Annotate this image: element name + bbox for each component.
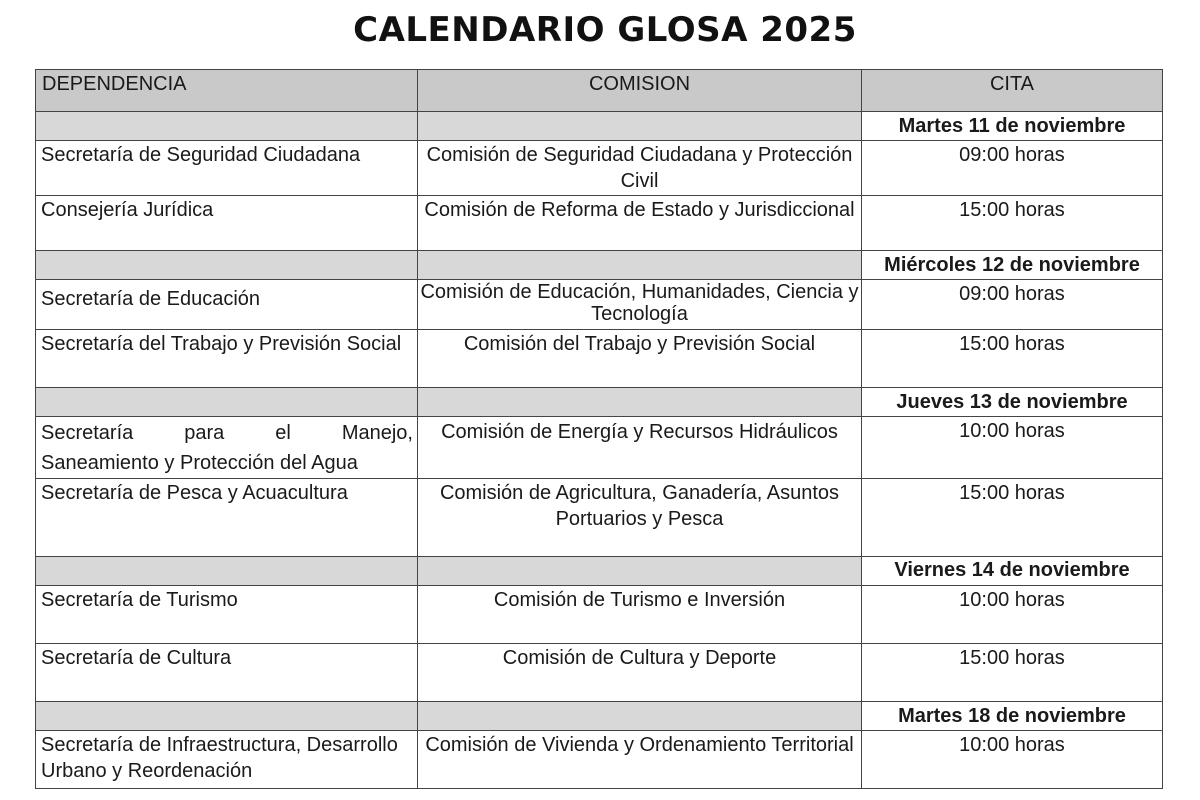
comision-cell: Comisión de Seguridad Ciudadana y Protección Civil: [418, 141, 862, 196]
date-row-spacer: [36, 557, 418, 586]
date-label: Martes 11 de noviembre: [862, 112, 1163, 141]
table-header-row: [36, 70, 1163, 112]
table-row: [36, 330, 1163, 388]
comision-cell: Comisión de Vivienda y Ordenamiento Territorial: [418, 731, 862, 789]
table-row: [36, 644, 1163, 702]
column-header-dependencia: DEPENDENCIA: [36, 70, 418, 112]
cita-cell: 15:00 horas: [862, 330, 1163, 388]
date-row-spacer: [418, 388, 862, 417]
cita-cell: 09:00 horas: [862, 280, 1163, 330]
date-row: [36, 112, 1163, 141]
schedule-table: [35, 69, 1163, 789]
dependencia-word: Manejo,: [341, 422, 413, 444]
cita-cell: 10:00 horas: [862, 731, 1163, 789]
comision-cell: Comisión de Reforma de Estado y Jurisdiccional: [418, 196, 862, 251]
dependencia-cell: Secretaría de Seguridad Ciudadana: [36, 141, 418, 196]
date-row-spacer: [418, 702, 862, 731]
date-row-spacer: [418, 251, 862, 280]
date-row-spacer: [36, 388, 418, 417]
comision-cell: Comisión de Agricultura, Ganadería, Asuntos Portuarios y Pesca: [418, 479, 862, 557]
date-row-spacer: [418, 112, 862, 141]
date-label: Miércoles 12 de noviembre: [862, 251, 1163, 280]
comision-cell: Comisión de Educación, Humanidades, Ciencia y Tecnología: [418, 280, 862, 330]
comision-cell: Comisión del Trabajo y Previsión Social: [418, 330, 862, 388]
cita-cell: 15:00 horas: [862, 196, 1163, 251]
date-row-spacer: [36, 112, 418, 141]
dependencia-cell: Consejería Jurídica: [36, 196, 418, 251]
table-row: [36, 586, 1163, 644]
dependencia-word: el: [275, 422, 291, 444]
column-header-comision: COMISION: [418, 70, 862, 112]
date-row-spacer: [418, 557, 862, 586]
table-row: [36, 731, 1163, 789]
dependencia-cell: Secretaría de Pesca y Acuacultura: [36, 479, 418, 557]
table-row: [36, 417, 1163, 479]
dependencia-word: para: [184, 422, 225, 444]
dependencia-cell: Secretaría de Infraestructura, Desarrollo Urbano y Reordenación: [36, 731, 418, 789]
comision-cell: Comisión de Turismo e Inversión: [418, 586, 862, 644]
dependencia-cell: Secretaría del Trabajo y Previsión Social: [36, 330, 418, 388]
dependencia-word: Secretaría: [41, 422, 134, 444]
cita-cell: 15:00 horas: [862, 644, 1163, 702]
cita-cell: 15:00 horas: [862, 479, 1163, 557]
date-row: [36, 251, 1163, 280]
date-row-spacer: [36, 702, 418, 731]
dependencia-cell: [36, 417, 418, 479]
comision-cell: Comisión de Cultura y Deporte: [418, 644, 862, 702]
cita-cell: 10:00 horas: [862, 417, 1163, 479]
dependencia-cell: Secretaría de Cultura: [36, 644, 418, 702]
dependencia-cell: Secretaría de Turismo: [36, 586, 418, 644]
dependencia-justified-line: [41, 418, 413, 448]
dependencia-line: Saneamiento y Protección del Agua: [41, 452, 358, 474]
date-label: Martes 18 de noviembre: [862, 702, 1163, 731]
date-label: Jueves 13 de noviembre: [862, 388, 1163, 417]
comision-cell: Comisión de Energía y Recursos Hidráulicos: [418, 417, 862, 479]
date-row: [36, 702, 1163, 731]
page-title: CALENDARIO GLOSA 2025: [353, 10, 857, 50]
date-label: Viernes 14 de noviembre: [862, 557, 1163, 586]
date-row: [36, 557, 1163, 586]
table-row: [36, 280, 1163, 330]
column-header-cita: CITA: [862, 70, 1163, 112]
dependencia-cell: Secretaría de Educación: [36, 280, 418, 330]
table-row: [36, 141, 1163, 196]
cita-cell: 10:00 horas: [862, 586, 1163, 644]
date-row-spacer: [36, 251, 418, 280]
cita-cell: 09:00 horas: [862, 141, 1163, 196]
table-row: [36, 196, 1163, 251]
date-row: [36, 388, 1163, 417]
table-row: [36, 479, 1163, 557]
